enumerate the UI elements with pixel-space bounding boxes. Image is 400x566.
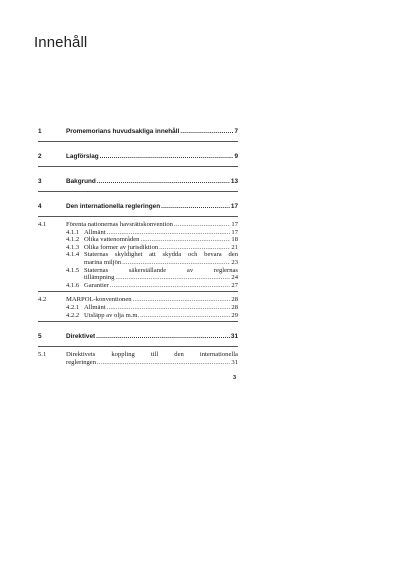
toc-entry-title: Allmänt — [84, 303, 106, 311]
toc-entry-4[interactable] — [38, 203, 238, 211]
table-of-contents — [38, 128, 238, 366]
toc-entry-title: Olika former av jurisdiktion — [84, 243, 159, 251]
divider — [38, 321, 238, 322]
toc-entry-4-2-2[interactable] — [38, 312, 238, 320]
toc-entry-title: regleringen — [66, 358, 97, 366]
toc-entry-number: 3 — [38, 178, 42, 185]
toc-entry-title: marina miljön — [84, 258, 122, 266]
toc-entry-title: Olika vattenområden — [84, 236, 140, 244]
toc-entry-page: 24 — [231, 274, 238, 282]
toc-entry-number: 4.1.4 — [66, 251, 80, 259]
toc-entry-page: 21 — [231, 243, 238, 251]
toc-entry-page: 28 — [231, 296, 238, 304]
toc-entry-number: 2 — [38, 153, 42, 160]
toc-entry-title: Direktivet — [66, 333, 96, 341]
toc-entry-number: 4.1.5 — [66, 266, 80, 274]
toc-entry-title-line: Staternas säkerställande av reglernas — [84, 266, 238, 274]
toc-entry-title: Promemorians huvudsakliga innehåll — [66, 128, 180, 135]
divider — [38, 291, 238, 292]
toc-entry-4-1-3[interactable] — [38, 244, 238, 252]
toc-entry-number: 4.1.6 — [66, 281, 80, 289]
toc-entry-number: 4 — [38, 203, 42, 210]
toc-entry-5-1[interactable] — [38, 351, 238, 366]
toc-entry-number: 4.2 — [38, 296, 47, 304]
toc-entry-number: 4.1.3 — [66, 243, 80, 251]
toc-entry-4-1-5[interactable] — [38, 267, 238, 282]
toc-entry-4-2-1[interactable] — [38, 304, 238, 312]
page-number: 3 — [233, 375, 237, 381]
page-title: Innehåll — [34, 34, 88, 51]
toc-entry-title: Utsläpp av olja m.m. — [84, 311, 140, 319]
toc-entry-page: 13 — [230, 178, 238, 185]
toc-entry-page: 29 — [231, 311, 238, 319]
toc-entry-number: 4.1.2 — [66, 236, 80, 244]
toc-entry-title: MARPOL-konventionen — [66, 296, 132, 304]
divider — [38, 191, 238, 192]
toc-entry-number: 4.2.2 — [66, 311, 80, 319]
toc-entry-page: 27 — [231, 281, 238, 289]
toc-entry-number: 1 — [38, 128, 42, 135]
toc-entry-title: Garantier — [84, 281, 109, 289]
toc-entry-5[interactable] — [38, 333, 238, 341]
toc-entry-2[interactable] — [38, 153, 238, 161]
toc-entry-page: 17 — [231, 221, 238, 228]
toc-entry-page: 18 — [231, 236, 238, 244]
toc-entry-title: Förenta nationernas havsrättskonvention — [66, 221, 173, 228]
toc-entry-4-1-1[interactable] — [38, 229, 238, 237]
toc-entry-title: Allmänt — [84, 228, 106, 236]
toc-entry-page: 31 — [231, 358, 238, 366]
toc-entry-title: tillämpning — [84, 274, 115, 282]
toc-entry-page: 28 — [231, 303, 238, 311]
toc-entry-page: 9 — [234, 153, 238, 160]
toc-entry-number: 4.1 — [38, 221, 47, 228]
toc-entry-title-line: Staternas skyldighet att skydda och bevara den — [84, 251, 238, 259]
toc-entry-page: 17 — [230, 203, 238, 210]
toc-entry-title: Den internationella regleringen — [66, 203, 161, 210]
toc-entry-4-1-4[interactable] — [38, 251, 238, 266]
toc-entry-4-1[interactable] — [38, 221, 238, 229]
divider — [38, 166, 238, 167]
divider — [38, 141, 238, 142]
toc-entry-4-1-2[interactable] — [38, 236, 238, 244]
toc-entry-page: 31 — [230, 333, 238, 341]
toc-entry-title-line: Direktivets koppling till den internationella — [66, 351, 238, 359]
toc-entry-title: Lagförslag — [66, 153, 99, 160]
toc-entry-1[interactable] — [38, 128, 238, 136]
toc-entry-page: 7 — [234, 128, 238, 135]
toc-entry-number: 4.1.1 — [66, 228, 80, 236]
toc-entry-number: 5.1 — [38, 351, 47, 359]
toc-entry-page: 23 — [231, 258, 238, 266]
toc-entry-title: Bakgrund — [66, 178, 96, 185]
toc-entry-number: 5 — [38, 333, 42, 341]
toc-entry-number: 4.2.1 — [66, 303, 80, 311]
toc-entry-4-2[interactable] — [38, 296, 238, 304]
toc-entry-page: 17 — [231, 228, 238, 236]
toc-entry-4-1-6[interactable] — [38, 282, 238, 290]
toc-entry-3[interactable] — [38, 178, 238, 186]
divider — [38, 346, 238, 347]
divider — [38, 216, 238, 217]
